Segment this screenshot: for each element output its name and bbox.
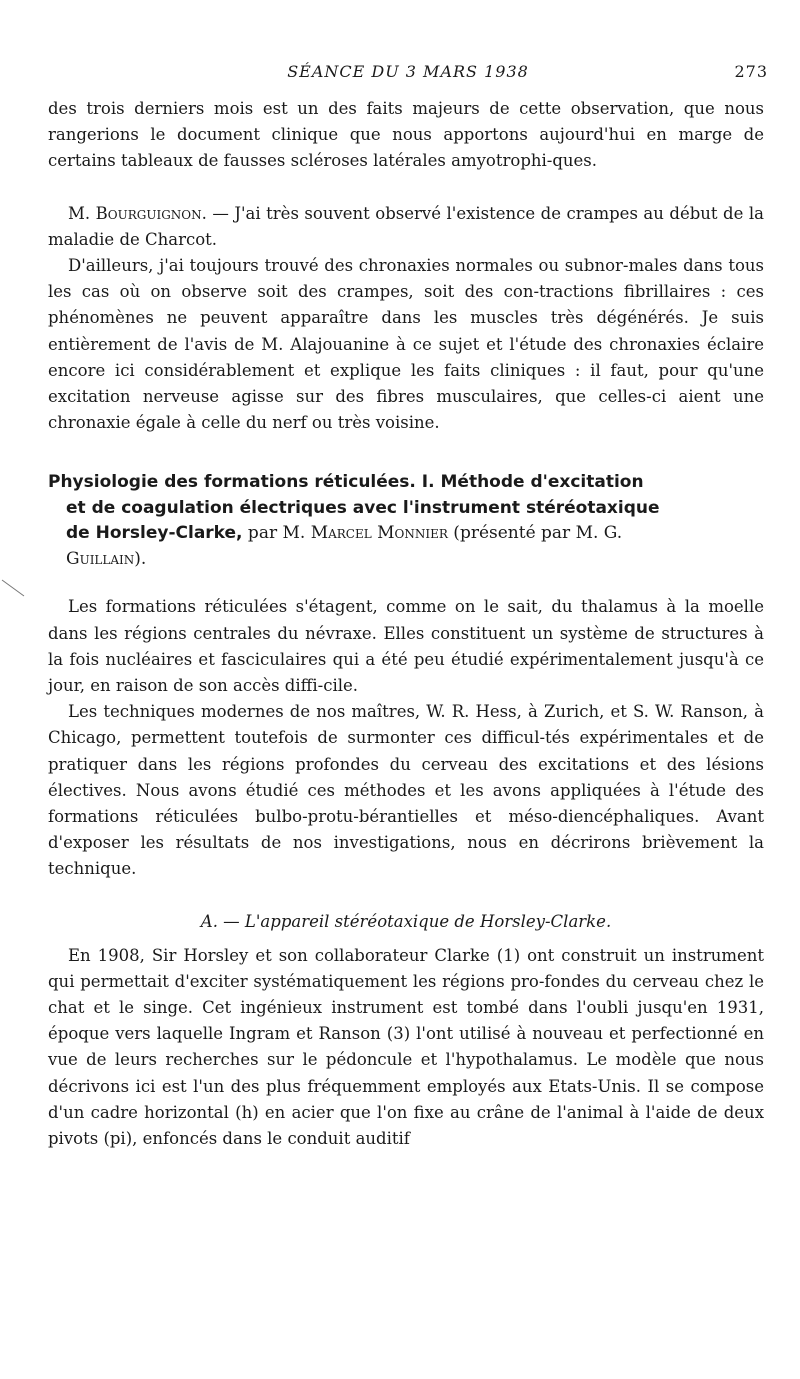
running-head — [48, 62, 768, 88]
section-title-line-3: de Horsley-Clarke, — [66, 523, 243, 544]
section-title-by: par M. — [242, 523, 311, 544]
presenter-name: Guillain — [66, 548, 135, 569]
speaker-name: M. Bourguignon. — [68, 203, 207, 223]
paragraph-chronaxies: D'ailleurs, j'ai toujours trouvé des chronaxies normales ou subnor-males dans tous les cas où on observe soit des crampes, soit des con-tractions fibrillaires : ces phénomènes ne peuvent apparaître dans les muscles très dégénérés. Je suis entièrement de l'avis de M. Alajouanine à ce sujet et l'étude des chronaxies éclaire encore ici considérablement et explique les faits cliniques : il faut, pour qu'une excitation nerveuse agisse sur des fibres musculaires, que celles-ci aient une chronaxie égale à celle du nerf ou très voisine. — [48, 256, 764, 433]
section-title-continuation — [48, 496, 764, 573]
section-title-presented: (présenté par M. G. — [447, 523, 623, 544]
running-head-title: SÉANCE DU 3 MARS 1938 — [287, 62, 529, 81]
section-title-line-2: et de coagulation électriques avec l'instrument stéréotaxique — [66, 497, 660, 518]
paragraph-techniques: Les techniques modernes de nos maîtres, W. R. Hess, à Zurich, et S. W. Ranson, à Chicago, permettent toutefois de surmonter ces difficul-tés expérimentales et de pratiquer dans les régions profondes du cerveau des excitations et des lésions électives. Nous avons étudié ces méthodes et les avons appliquées à l'étude des formations réticulées bulbo-protu-bérantielles et méso-diencéphaliques. Avant d'exposer les résultats de nos investigations, nous en décrirons brièvement la technique. — [48, 702, 764, 879]
subheading-apparatus: A. — L'appareil stéréotaxique de Horsley-Clarke. — [200, 911, 612, 931]
margin-pencil-mark — [0, 578, 28, 600]
page-number: 273 — [734, 62, 768, 81]
author-name: Marcel Monnier — [310, 523, 448, 544]
page-body — [48, 96, 764, 1152]
section-title-end: ). — [134, 548, 147, 569]
paragraph-continued: des trois derniers mois est un des faits majeurs de cette observation, que nous rangerions le document clinique que nous apportons aujourd'hui en marge de certains tableaux de fausses scléroses latérales amyotrophi-ques. — [48, 99, 764, 171]
paragraph-bourguignon — [48, 201, 764, 253]
paragraph-horsley: En 1908, Sir Horsley et son collaborateur Clarke (1) ont construit un instrument qui permettait d'exciter systématiquement les régions pro-fondes du cerveau chez le chat et le singe. Cet ingénieux instrument est tombé dans l'oubli jusqu'en 1931, époque vers laquelle Ingram et Ranson (3) l'ont utilisé à nouveau et perfectionné en vue de leurs recherches sur le pédoncule et l'hypothalamus. Le modèle que nous décrivons ici est l'un des plus fréquemment employés aux Etats-Unis. Il se compose d'un cadre horizontal (h) en acier que l'on fixe au crâne de l'animal à l'aide de deux pivots (pi), enfoncés dans le conduit auditif — [48, 945, 764, 1149]
section-title — [48, 470, 764, 572]
paragraph-formations: Les formations réticulées s'étagent, comme on le sait, du thalamus à la moelle dans les régions centrales du névraxe. Elles constituent un système de structures à la fois nucléaires et fasciculaires qui a été peu étudié expérimentalement jusqu'à ce jour, en raison de son accès diffi-cile. — [48, 597, 764, 696]
section-title-line-1: Physiologie des formations réticulées. I. Méthode d'excitation — [48, 472, 644, 493]
speaker-remark: — J'ai très souvent observé l'existence de crampes au début de la maladie de Charcot. — [48, 203, 765, 249]
